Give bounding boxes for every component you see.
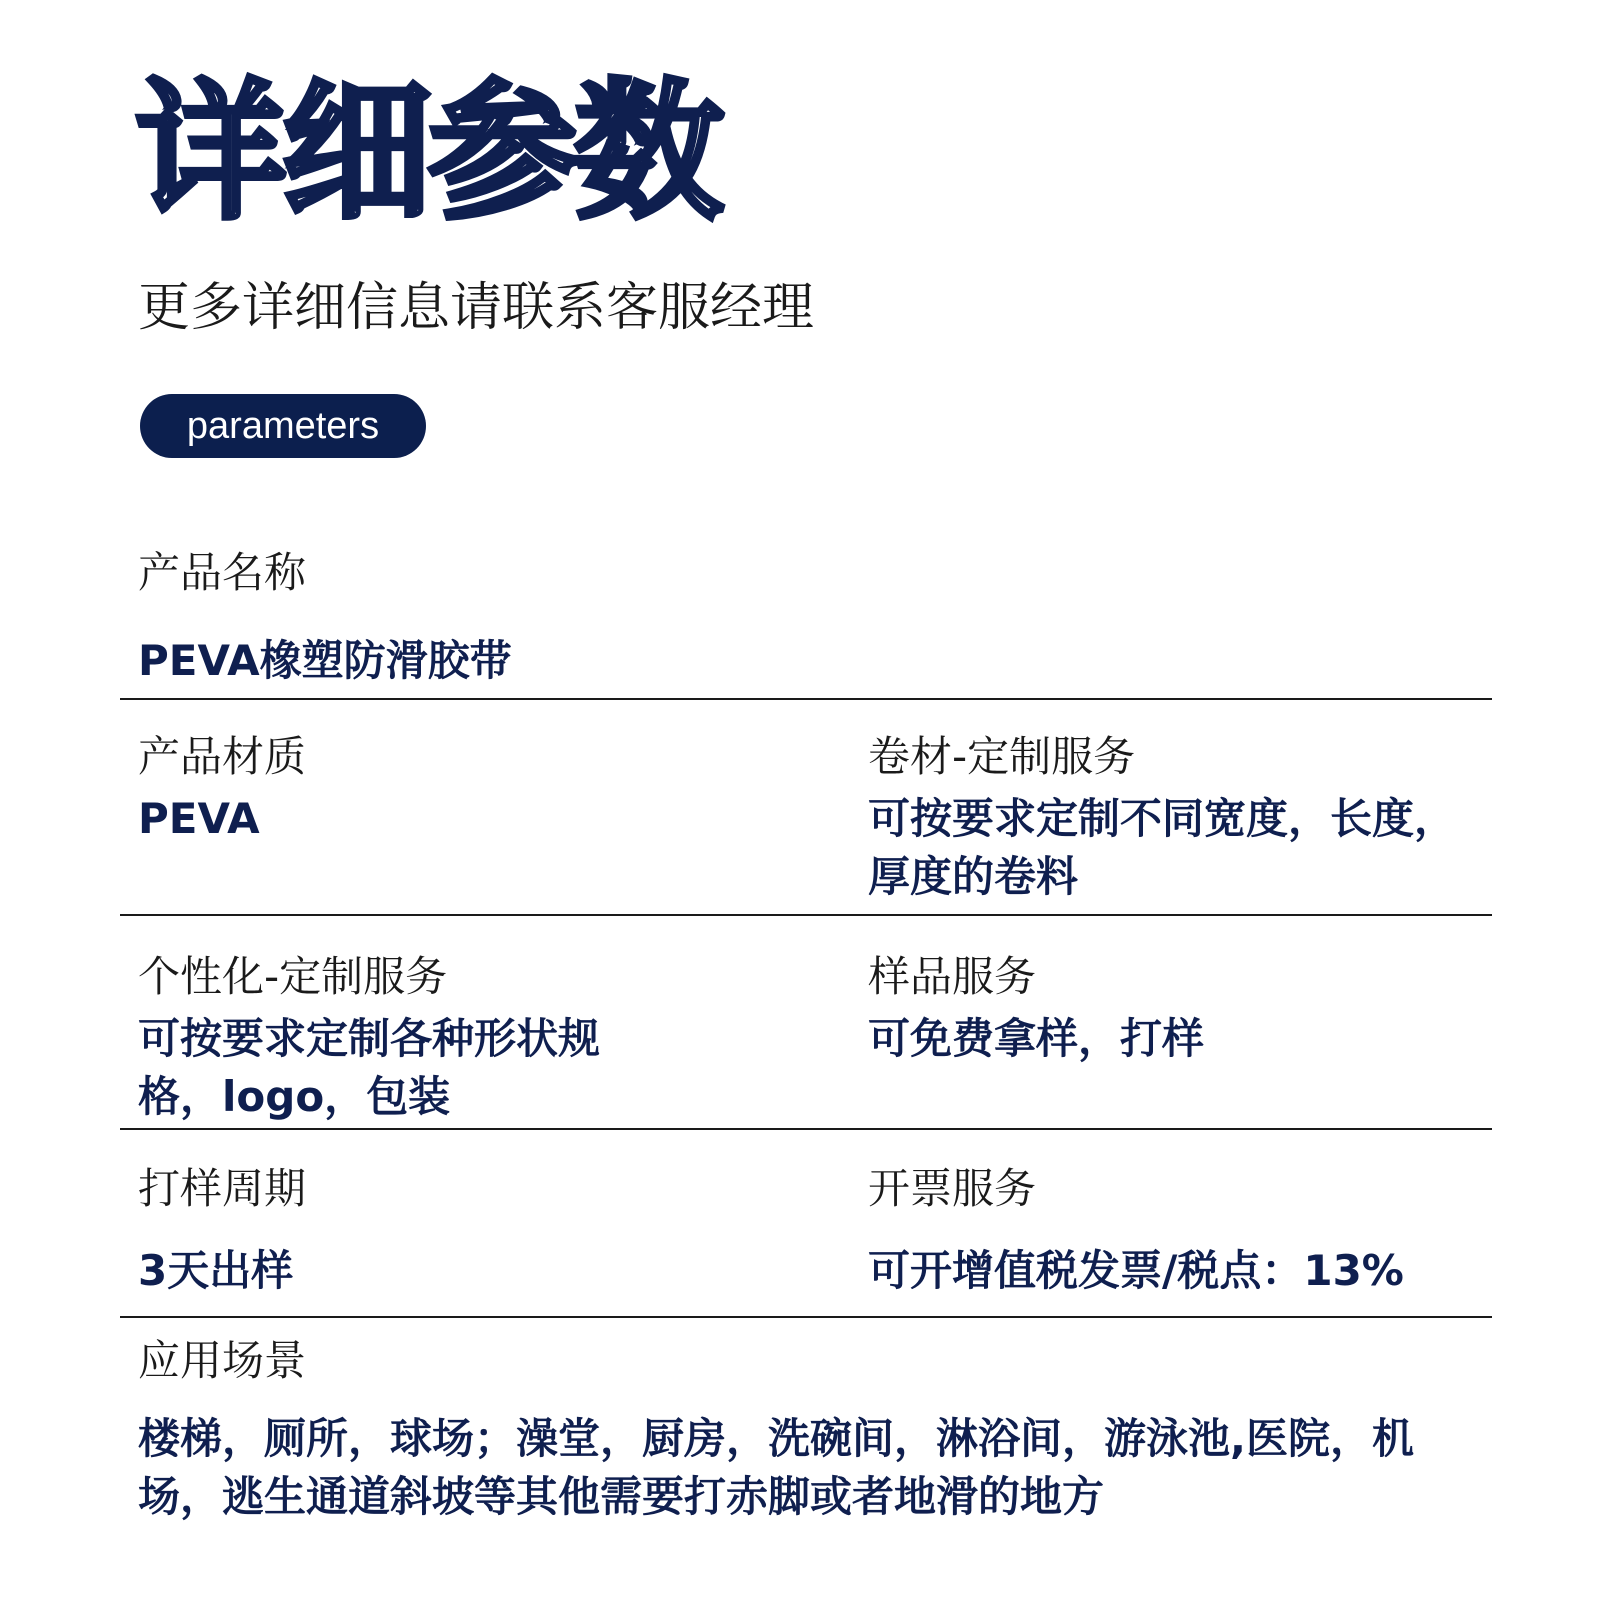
sample-cycle-value: 3天出样: [138, 1246, 294, 1295]
material-label: 产品材质: [138, 732, 307, 781]
scenarios-value: 楼梯，厕所，球场；澡堂，厨房，洗碗间，淋浴间，游泳池,医院，机场，逃生通道斜坡等其他需要打赤脚或者地滑的地方: [138, 1414, 1414, 1521]
divider: [120, 1128, 1492, 1130]
divider: [120, 1316, 1492, 1318]
page-subtitle: 更多详细信息请联系客服经理: [138, 278, 815, 338]
product-name-value: PEVA橡塑防滑胶带: [138, 636, 512, 685]
roll-custom-label: 卷材-定制服务: [868, 732, 1136, 781]
product-name-label: 产品名称: [138, 548, 307, 597]
page-title: 详细参数: [136, 66, 721, 240]
roll-custom-value: 可按要求定制不同宽度，长度，厚度的卷料: [868, 794, 1457, 901]
sample-service-value: 可免费拿样，打样: [868, 1014, 1205, 1063]
personal-custom-label: 个性化-定制服务: [138, 952, 448, 1001]
sample-cycle-label: 打样周期: [138, 1164, 307, 1213]
invoice-value: 可开增值税发票/税点：13%: [868, 1246, 1404, 1295]
invoice-label: 开票服务: [868, 1164, 1037, 1213]
divider: [120, 914, 1492, 916]
personal-custom-value: 可按要求定制各种形状规格，logo，包装: [138, 1014, 601, 1121]
scenarios-label: 应用场景: [138, 1336, 307, 1385]
material-value: PEVA: [138, 794, 260, 843]
parameters-badge: parameters: [140, 394, 426, 458]
sample-service-label: 样品服务: [868, 952, 1037, 1001]
divider: [120, 698, 1492, 700]
